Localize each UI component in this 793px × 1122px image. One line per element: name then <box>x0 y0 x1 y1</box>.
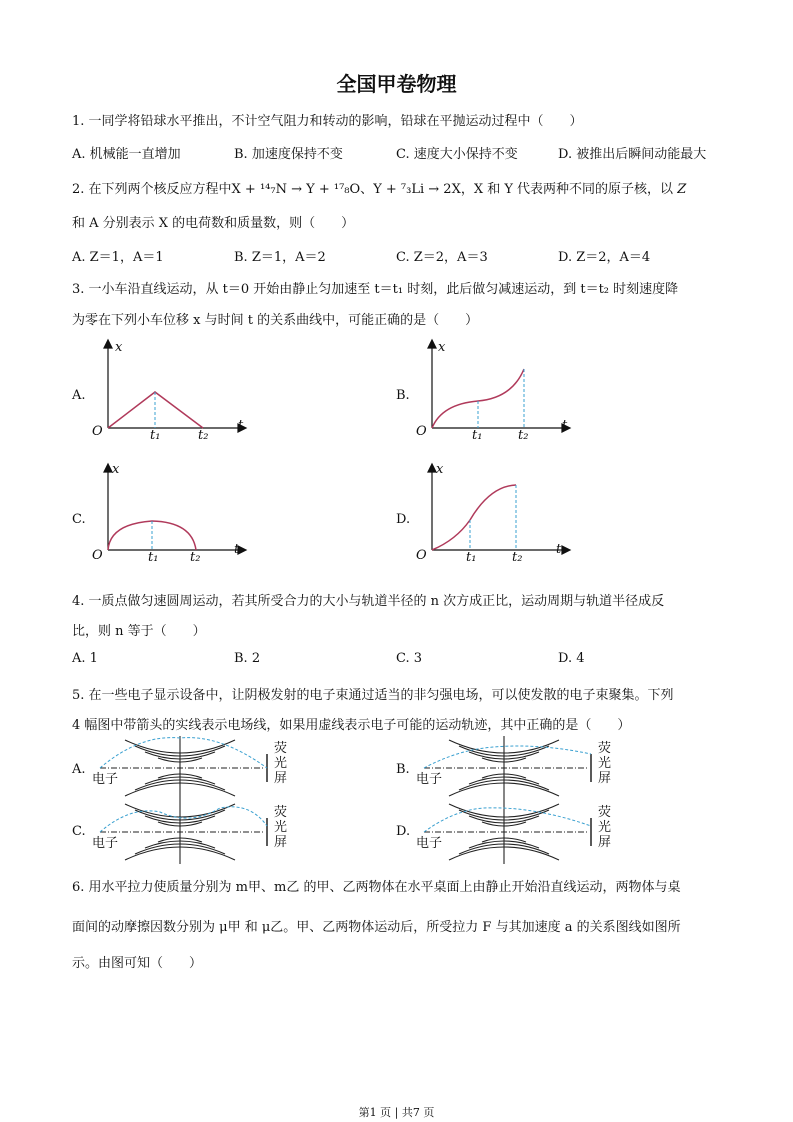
q2-option-b: B. Z＝1，A＝2 <box>234 250 326 265</box>
q4-line2: 比，则 n 等于（ ） <box>72 624 206 639</box>
graph-c-origin: O <box>92 548 103 563</box>
graph-c-t2: t₂ <box>190 550 201 565</box>
q6-line2: 面间的动摩擦因数分别为 μ甲 和 μ乙。甲、乙两物体运动后，所受拉力 F 与其加速度 a 的关系图线如图所 <box>72 920 681 935</box>
q1-option-d: D. 被推出后瞬间动能最大 <box>558 147 707 162</box>
graph-a-t1: t₁ <box>150 428 161 443</box>
q5-line2: 4 幅图中带箭头的实线表示电场线，如果用虚线表示电子可能的运动轨迹，其中正确的是（ ） <box>72 718 631 733</box>
q3-line1: 3. 一小车沿直线运动，从 t＝0 开始由静止匀加速至 t＝t₁ 时刻，此后做匀减速运动，到 t＝t₂ 时刻速度降 <box>72 282 679 297</box>
q1-option-a: A. 机械能一直增加 <box>72 147 181 162</box>
q2-equation-1: X + ¹⁴₇N → Y + ¹⁷₈O <box>231 182 361 197</box>
field-c-screen: 荧 光 屏 <box>274 805 288 850</box>
graph-a-label: A. <box>72 388 86 403</box>
q2-stem-prefix: 2. 在下列两个核反应方程中 <box>72 182 232 197</box>
graph-c <box>88 462 258 572</box>
field-d-electron: 电子 <box>416 836 443 851</box>
graph-a-t2: t₂ <box>198 428 209 443</box>
q6-line1: 6. 用水平拉力使质量分别为 m甲、m乙 的甲、乙两物体在水平桌面上由静止开始沿直线运动，两物体与桌 <box>72 880 681 895</box>
q2-equation-2: Y + ⁷₃Li → 2X <box>373 182 461 197</box>
graph-b-t1: t₁ <box>472 428 483 443</box>
field-d-label: D. <box>396 824 411 839</box>
field-diagram-c <box>90 796 280 868</box>
graph-b-t2: t₂ <box>518 428 529 443</box>
q2-z-symbol: Z <box>677 182 687 197</box>
field-b-electron: 电子 <box>416 772 443 787</box>
q2-line1 <box>72 178 686 197</box>
graph-d-t1: t₁ <box>466 550 477 565</box>
q2-stem-suffix: ，X 和 Y 代表两种不同的原子核，以 <box>460 182 674 197</box>
graph-d-y-axis: x <box>436 462 444 477</box>
graph-a <box>88 338 258 448</box>
q3-line2: 为零在下列小车位移 x 与时间 t 的关系曲线中，可能正确的是（ ） <box>72 313 479 328</box>
q1-option-c: C. 速度大小保持不变 <box>396 147 518 162</box>
q4-option-c: C. 3 <box>396 651 423 666</box>
graph-a-origin: O <box>92 424 103 439</box>
q4-line1: 4. 一质点做匀速圆周运动，若其所受合力的大小与轨道半径的 n 次方成正比，运动周期与轨道半径成反 <box>72 594 665 609</box>
graph-b-x-axis: t <box>562 418 568 433</box>
field-b-screen: 荧 光 屏 <box>598 741 612 786</box>
q2-separator: 、 <box>360 182 374 197</box>
q2-option-d: D. Z＝2，A＝4 <box>558 250 651 265</box>
field-d-screen: 荧 光 屏 <box>598 805 612 850</box>
field-c-electron: 电子 <box>92 836 119 851</box>
graph-a-y-axis: x <box>115 340 123 355</box>
graph-b-y-axis: x <box>438 340 446 355</box>
q2-line2: 和 A 分别表示 X 的电荷数和质量数，则（ ） <box>72 216 355 231</box>
page-title: 全国甲卷物理 <box>336 72 457 96</box>
graph-d-label: D. <box>396 512 411 527</box>
field-a-screen: 荧 光 屏 <box>274 741 288 786</box>
q6-line3: 示。由图可知（ ） <box>72 956 203 971</box>
q1-stem: 1. 一同学将铅球水平推出，不计空气阻力和转动的影响，铅球在平抛运动过程中（ ） <box>72 114 583 129</box>
field-diagram-b <box>414 732 604 804</box>
q4-option-a: A. 1 <box>72 651 98 666</box>
field-c-label: C. <box>72 824 86 839</box>
field-diagram-a <box>90 732 280 804</box>
graph-c-label: C. <box>72 512 86 527</box>
graph-d-x-axis: t <box>556 542 562 557</box>
q2-option-a: A. Z＝1，A＝1 <box>72 250 164 265</box>
graph-d-t2: t₂ <box>512 550 523 565</box>
field-b-label: B. <box>396 762 410 777</box>
page-footer: 第1 页 | 共7 页 <box>358 1106 435 1119</box>
graph-a-x-axis: t <box>238 418 244 433</box>
graph-c-t1: t₁ <box>148 550 159 565</box>
graph-d-origin: O <box>416 548 427 563</box>
field-diagram-d <box>414 796 604 868</box>
field-a-label: A. <box>72 762 86 777</box>
q5-line1: 5. 在一些电子显示设备中，让阴极发射的电子束通过适当的非匀强电场，可以使发散的电子束聚集。下列 <box>72 688 674 703</box>
q4-option-b: B. 2 <box>234 651 261 666</box>
graph-c-y-axis: x <box>112 462 120 477</box>
field-a-electron: 电子 <box>92 772 119 787</box>
q4-option-d: D. 4 <box>558 651 585 666</box>
graph-b-label: B. <box>396 388 410 403</box>
q1-option-b: B. 加速度保持不变 <box>234 147 343 162</box>
q2-option-c: C. Z＝2，A＝3 <box>396 250 488 265</box>
graph-b-origin: O <box>416 424 427 439</box>
graph-c-x-axis: t <box>234 542 240 557</box>
